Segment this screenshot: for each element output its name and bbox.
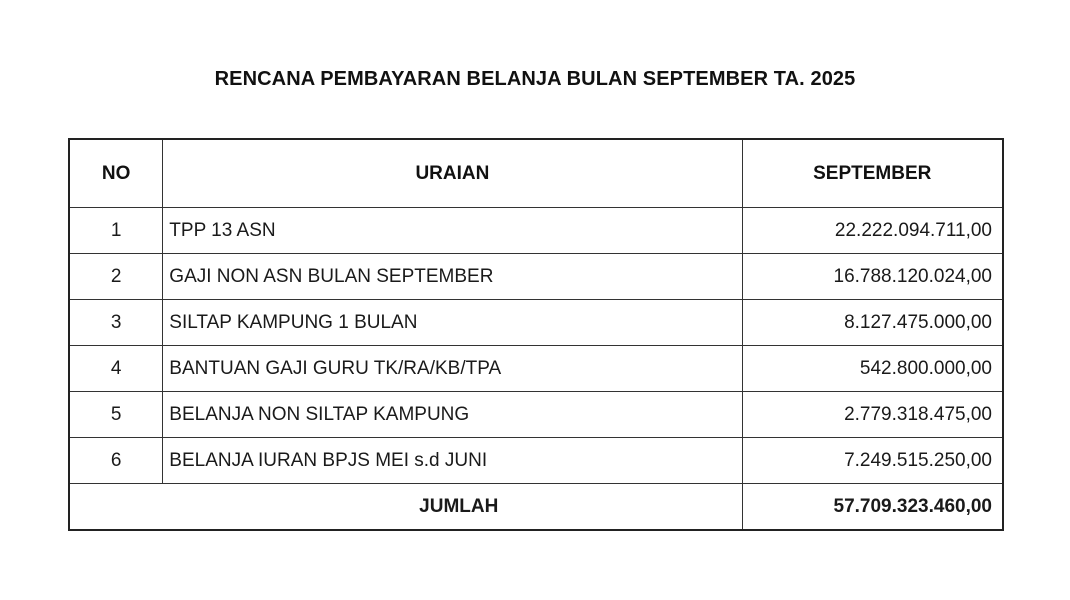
- row-amount: 8.127.475.000,00: [742, 300, 1003, 346]
- row-uraian: BELANJA IURAN BPJS MEI s.d JUNI: [163, 438, 742, 484]
- row-uraian: BANTUAN GAJI GURU TK/RA/KB/TPA: [163, 346, 742, 392]
- row-uraian: BELANJA NON SILTAP KAMPUNG: [163, 392, 742, 438]
- header-september: SEPTEMBER: [742, 139, 1003, 208]
- payment-plan-table: [68, 138, 1004, 531]
- table-row: [69, 300, 1003, 346]
- row-amount: 2.779.318.475,00: [742, 392, 1003, 438]
- row-no: 2: [69, 254, 163, 300]
- row-amount: 7.249.515.250,00: [742, 438, 1003, 484]
- row-amount: 16.788.120.024,00: [742, 254, 1003, 300]
- header-no: NO: [69, 139, 163, 208]
- header-uraian: URAIAN: [163, 139, 742, 208]
- table-row: [69, 392, 1003, 438]
- total-label: JUMLAH: [69, 484, 742, 531]
- row-amount: 542.800.000,00: [742, 346, 1003, 392]
- table-header-row: [69, 139, 1003, 208]
- row-no: 5: [69, 392, 163, 438]
- document-title: RENCANA PEMBAYARAN BELANJA BULAN SEPTEMBER TA. 2025: [214, 68, 856, 90]
- row-no: 1: [69, 208, 163, 254]
- table-row: [69, 346, 1003, 392]
- table-row: [69, 438, 1003, 484]
- row-uraian: SILTAP KAMPUNG 1 BULAN: [163, 300, 742, 346]
- row-no: 6: [69, 438, 163, 484]
- row-no: 3: [69, 300, 163, 346]
- table-row: [69, 208, 1003, 254]
- table-row: [69, 254, 1003, 300]
- total-row: [69, 484, 1003, 531]
- row-no: 4: [69, 346, 163, 392]
- row-uraian: TPP 13 ASN: [163, 208, 742, 254]
- total-amount: 57.709.323.460,00: [742, 484, 1003, 531]
- row-amount: 22.222.094.711,00: [742, 208, 1003, 254]
- row-uraian: GAJI NON ASN BULAN SEPTEMBER: [163, 254, 742, 300]
